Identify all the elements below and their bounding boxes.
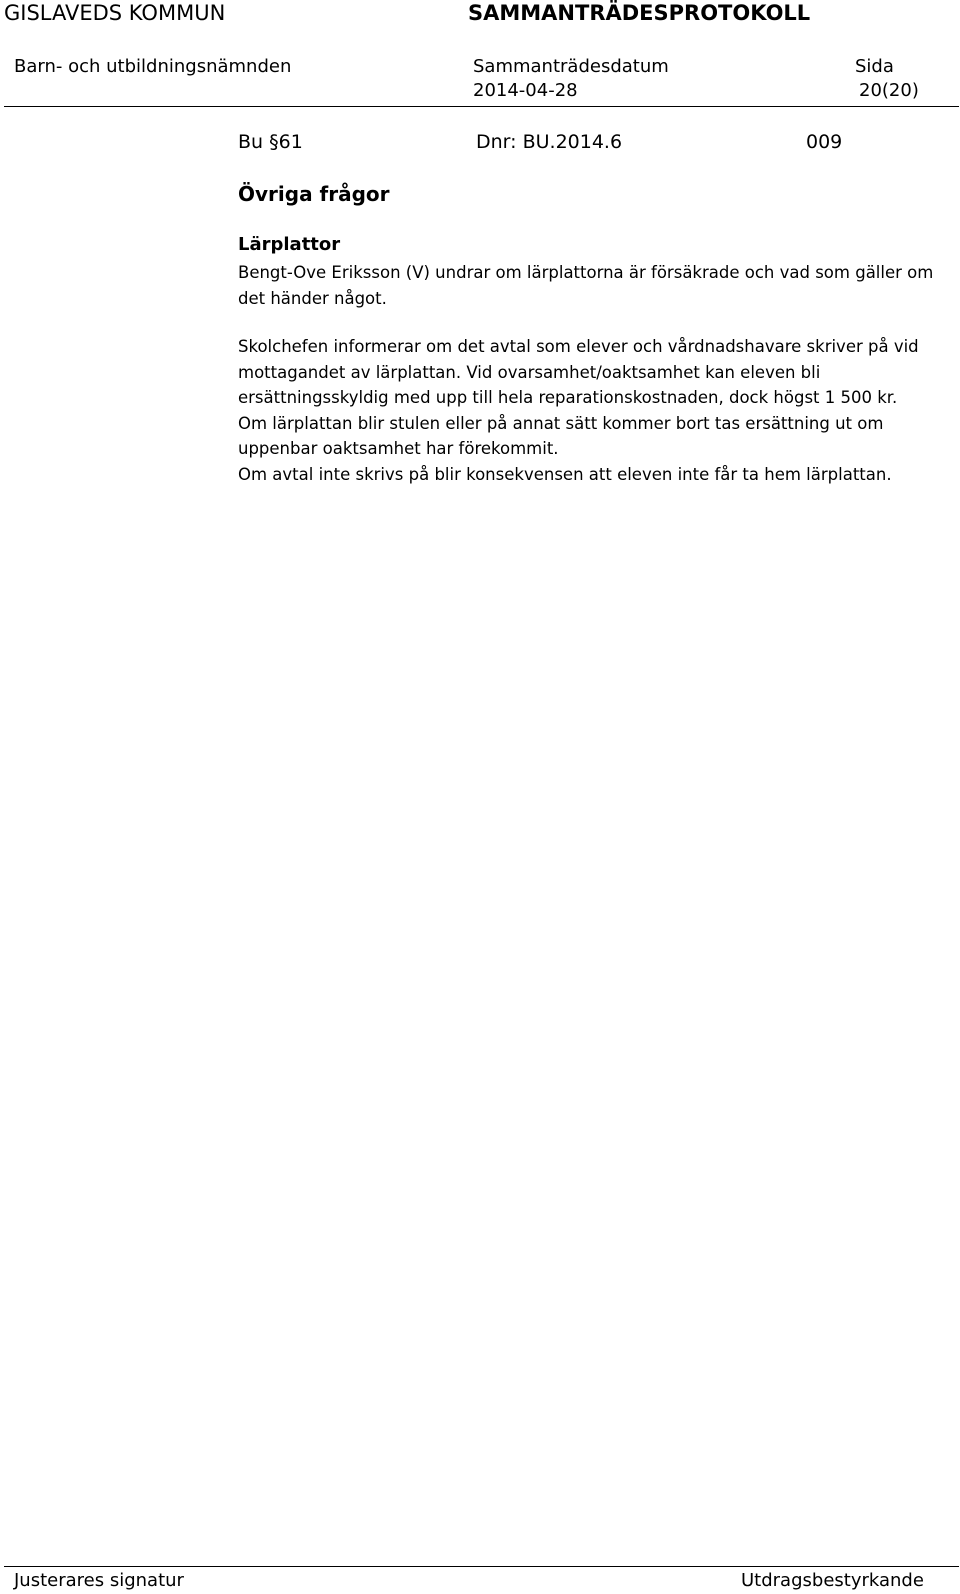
meeting-date-label: Sammanträdesdatum [473,56,669,77]
document-type: SAMMANTRÄDESPROTOKOLL [468,1,811,25]
extract-certification-label: Utdragsbestyrkande [741,1570,924,1591]
classification-code: 009 [806,131,843,153]
body-paragraph: Om lärplattan blir stulen eller på annat sätt kommer bort tas ersättning ut om uppenbar oaktsamhet har förekommit. [238,413,884,458]
header-divider [4,106,959,107]
body-paragraph: Om avtal inte skrivs på blir konsekvensen att eleven inte får ta hem lärplattan. [238,464,892,484]
meeting-date-value: 2014-04-28 [473,80,578,101]
answer-block [238,334,953,487]
paragraph-number: Bu §61 [238,131,303,153]
footer-divider [4,1566,959,1567]
page-label: Sida [855,56,894,77]
adjuster-signature-label: Justerares signatur [14,1570,184,1591]
question-block [238,260,953,311]
body-paragraph: Skolchefen informerar om det avtal som elever och vårdnadshavare skriver på vid mottagandet av lärplattan. Vid ovarsamhet/oaktsamhet kan eleven bli ersättningsskyldig med upp till hela reparationskostnaden, dock högst 1 500 kr. [238,337,919,407]
registration-number: Dnr: BU.2014.6 [476,131,623,153]
organization-name: GISLAVEDS KOMMUN [4,1,226,25]
page-number: 20(20) [859,80,919,101]
section-title: Övriga frågor [238,182,390,206]
committee-name: Barn- och utbildningsnämnden [14,56,292,77]
subsection-title: Lärplattor [238,234,341,255]
body-paragraph: Bengt-Ove Eriksson (V) undrar om lärplattorna är försäkrade och vad som gäller om det händer något. [238,263,934,308]
